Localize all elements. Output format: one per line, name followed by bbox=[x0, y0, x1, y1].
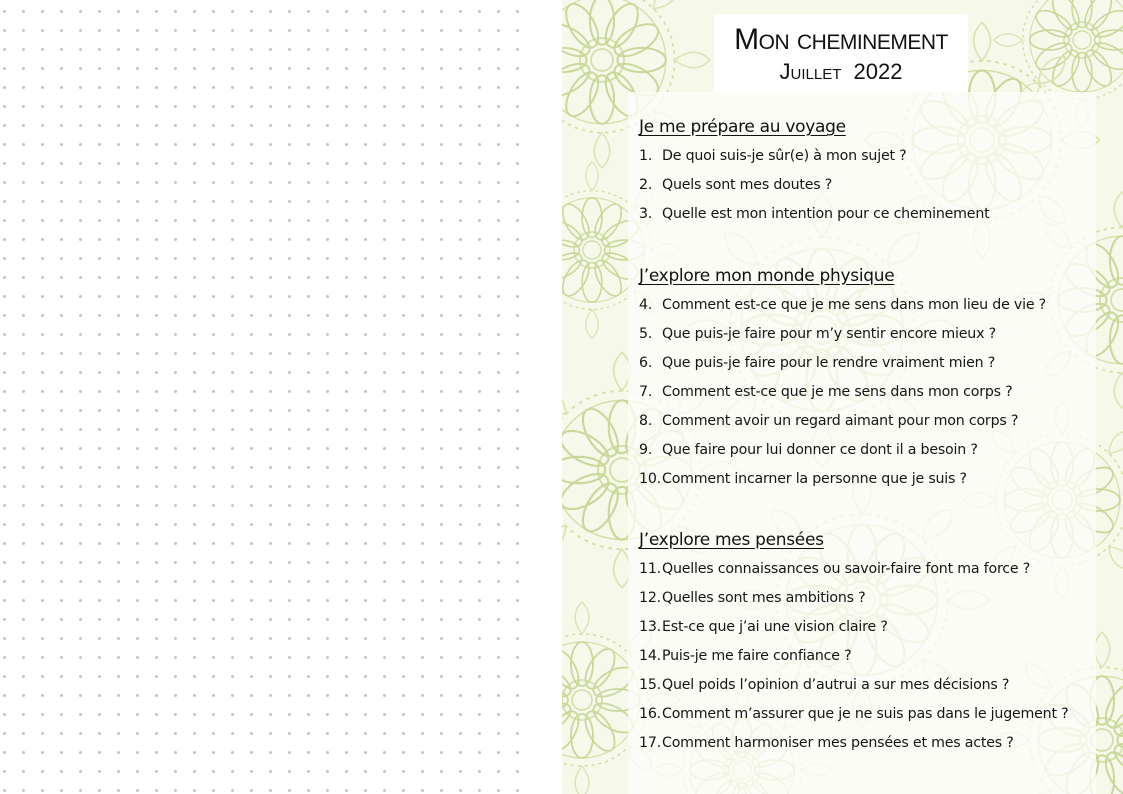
question-text: Que puis-je faire pour le rendre vraiment mien ? bbox=[662, 355, 996, 371]
question-number: 4. bbox=[639, 297, 653, 313]
question-item bbox=[639, 675, 1109, 704]
question-text: Puis-je me faire confiance ? bbox=[662, 648, 852, 664]
question-number: 8. bbox=[639, 413, 653, 429]
question-text: Comment harmoniser mes pensées et mes actes ? bbox=[662, 735, 1014, 751]
question-text: Que puis-je faire pour m’y sentir encore mieux ? bbox=[662, 326, 996, 342]
question-number: 3. bbox=[639, 206, 653, 222]
question-item bbox=[639, 382, 1109, 411]
page-title: Mon cheminement bbox=[734, 23, 948, 56]
question-item bbox=[639, 175, 1109, 204]
question-number: 15. bbox=[639, 677, 661, 693]
question-number: 17. bbox=[639, 735, 661, 751]
question-text: Comment incarner la personne que je suis ? bbox=[662, 471, 967, 487]
question-number: 7. bbox=[639, 384, 653, 400]
question-number: 12. bbox=[639, 590, 661, 606]
question-number: 6. bbox=[639, 355, 653, 371]
section-pensees bbox=[639, 529, 1109, 762]
question-number: 11. bbox=[639, 561, 661, 577]
question-number: 1. bbox=[639, 148, 653, 164]
question-page bbox=[562, 0, 1123, 794]
question-item bbox=[639, 440, 1109, 469]
section-title: Je me prépare au voyage bbox=[639, 117, 846, 137]
question-item bbox=[639, 617, 1109, 646]
title-box bbox=[714, 14, 968, 92]
question-number: 5. bbox=[639, 326, 653, 342]
question-text: Quelles sont mes ambitions ? bbox=[662, 590, 866, 606]
section-title: J’explore mon monde physique bbox=[639, 266, 895, 286]
question-text: Comment avoir un regard aimant pour mon corps ? bbox=[662, 413, 1019, 429]
question-text: Comment m’assurer que je ne suis pas dans le jugement ? bbox=[662, 706, 1069, 722]
question-text: De quoi suis-je sûr(e) à mon sujet ? bbox=[662, 148, 907, 164]
question-number: 10. bbox=[639, 471, 661, 487]
page-subtitle: Juillet 2022 bbox=[779, 59, 903, 84]
question-item bbox=[639, 353, 1109, 382]
question-number: 14. bbox=[639, 648, 661, 664]
question-text: Est-ce que j’ai une vision claire ? bbox=[662, 619, 888, 635]
question-number: 16. bbox=[639, 706, 661, 722]
question-item bbox=[639, 704, 1109, 733]
question-number: 13. bbox=[639, 619, 661, 635]
question-number: 9. bbox=[639, 442, 653, 458]
question-item bbox=[639, 469, 1109, 498]
question-text: Que faire pour lui donner ce dont il a besoin ? bbox=[662, 442, 978, 458]
question-number: 2. bbox=[639, 177, 653, 193]
question-text: Quelles connaissances ou savoir-faire font ma force ? bbox=[662, 561, 1031, 577]
question-text: Quels sont mes doutes ? bbox=[662, 177, 833, 193]
question-text: Quelle est mon intention pour ce cheminement bbox=[662, 206, 990, 222]
question-item bbox=[639, 295, 1109, 324]
section-voyage bbox=[639, 116, 1109, 233]
question-text: Comment est-ce que je me sens dans mon lieu de vie ? bbox=[662, 297, 1047, 313]
question-text: Quel poids l’opinion d’autrui a sur mes décisions ? bbox=[662, 677, 1010, 693]
question-item bbox=[639, 324, 1109, 353]
question-item bbox=[639, 559, 1109, 588]
section-monde-physique bbox=[639, 265, 1109, 498]
question-item bbox=[639, 733, 1109, 762]
section-title: J’explore mes pensées bbox=[639, 530, 824, 550]
question-item bbox=[639, 411, 1109, 440]
question-item bbox=[639, 146, 1109, 175]
question-item bbox=[639, 588, 1109, 617]
question-item bbox=[639, 646, 1109, 675]
question-item bbox=[639, 204, 1109, 233]
question-text: Comment est-ce que je me sens dans mon corps ? bbox=[662, 384, 1013, 400]
